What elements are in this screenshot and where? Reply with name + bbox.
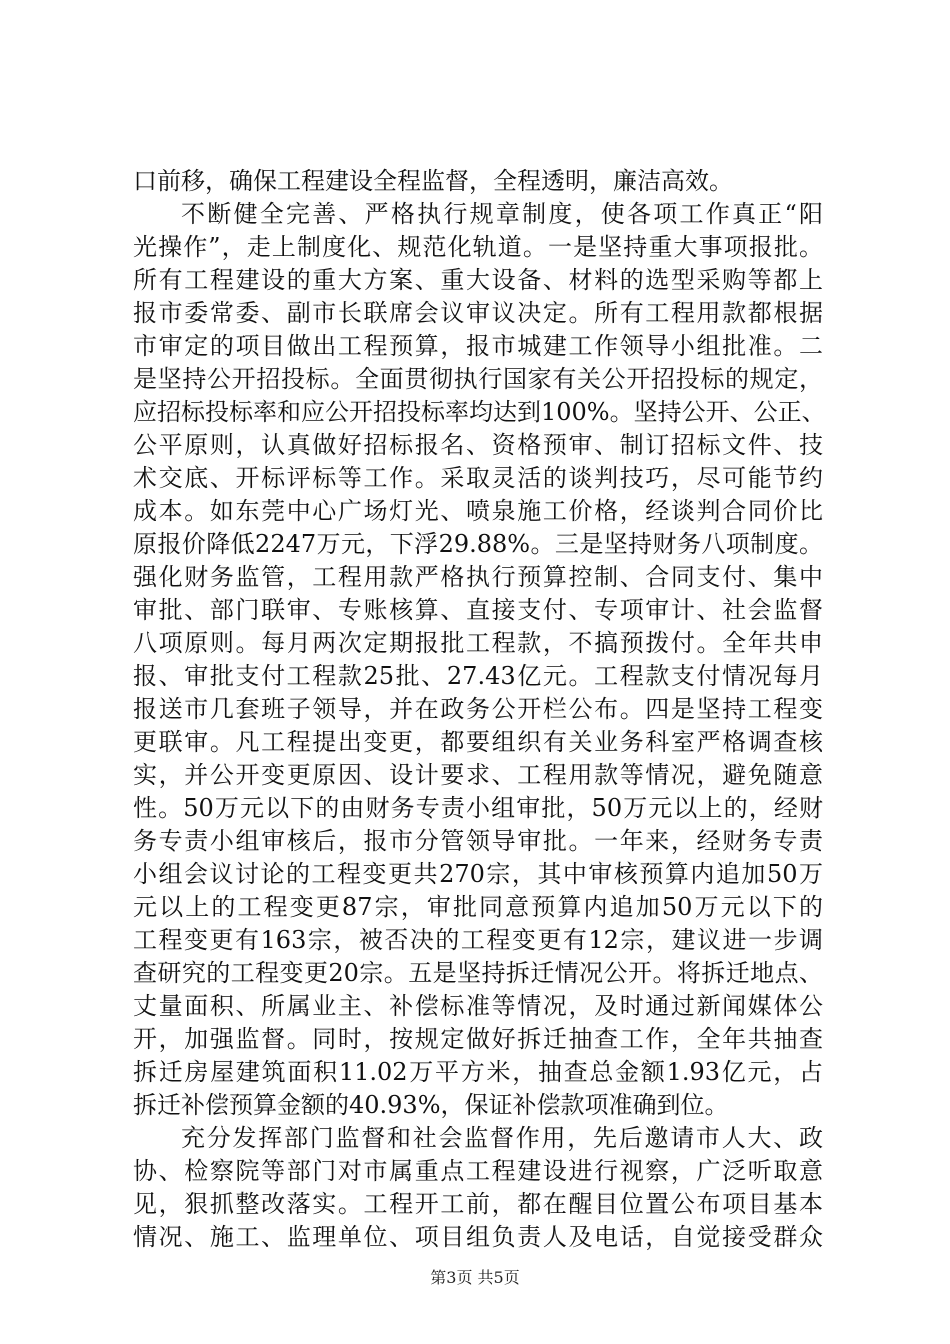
text-line: 术交底、开标评标等工作。采取灵活的谈判技巧，尽可能节约	[133, 464, 823, 492]
text-line: 原报价降低2247万元，下浮29.88%。三是坚持财务八项制度。	[133, 530, 823, 558]
text-line: 协、检察院等部门对市属重点工程建设进行视察，广泛听取意	[133, 1157, 823, 1185]
text-line: 不断健全完善、严格执行规章制度，使各项工作真正“阳	[181, 200, 823, 228]
text-line: 实，并公开变更原因、设计要求、工程用款等情况，避免随意	[133, 761, 823, 789]
text-line: 更联审。凡工程提出变更，都要组织有关业务科室严格调查核	[133, 728, 823, 756]
text-line: 强化财务监管，工程用款严格执行预算控制、合同支付、集中	[133, 563, 823, 591]
text-line: 光操作”，走上制度化、规范化轨道。一是坚持重大事项报批。	[133, 233, 823, 261]
text-line: 是坚持公开招投标。全面贯彻执行国家有关公开招投标的规定，	[133, 365, 823, 393]
text-line: 成本。如东莞中心广场灯光、喷泉施工价格，经谈判合同价比	[133, 497, 823, 525]
text-line: 务专责小组审核后，报市分管领导审批。一年来，经财务专责	[133, 827, 823, 855]
text-line: 工程变更有163宗，被否决的工程变更有12宗，建议进一步调	[133, 926, 823, 954]
text-line: 情况、施工、监理单位、项目组负责人及电话，自觉接受群众	[133, 1223, 823, 1251]
text-line: 应招标投标率和应公开招投标率均达到100%。坚持公开、公正、	[133, 398, 826, 426]
text-line: 报市委常委、副市长联席会议审议决定。所有工程用款都根据	[133, 299, 823, 327]
text-line: 口前移，确保工程建设全程监督，全程透明，廉洁高效。	[133, 167, 733, 195]
text-line: 八项原则。每月两次定期报批工程款，不搞预拨付。全年共申	[133, 629, 823, 657]
document-body	[133, 165, 826, 1254]
text-line: 市审定的项目做出工程预算，报市城建工作领导小组批准。二	[133, 332, 823, 360]
text-line: 小组会议讨论的工程变更共270宗，其中审核预算内追加50万	[133, 860, 823, 888]
text-line: 充分发挥部门监督和社会监督作用，先后邀请市人大、政	[181, 1124, 823, 1152]
text-line: 公平原则，认真做好招标报名、资格预审、制订招标文件、技	[133, 431, 823, 459]
text-line: 元以上的工程变更87宗，审批同意预算内追加50万元以下的	[133, 893, 823, 921]
text-line: 报、审批支付工程款25批、27.43亿元。工程款支付情况每月	[133, 662, 823, 690]
page-number-label: 第3页 共5页	[430, 1268, 520, 1287]
text-line: 报送市几套班子领导，并在政务公开栏公布。四是坚持工程变	[133, 695, 823, 723]
text-line: 丈量面积、所属业主、补偿标准等情况，及时通过新闻媒体公	[133, 992, 823, 1020]
text-line: 见，狠抓整改落实。工程开工前，都在醒目位置公布项目基本	[133, 1190, 823, 1218]
text-line: 审批、部门联审、专账核算、直接支付、专项审计、社会监督	[133, 596, 823, 624]
text-line: 开，加强监督。同时，按规定做好拆迁抽查工作，全年共抽查	[133, 1025, 823, 1053]
text-line: 所有工程建设的重大方案、重大设备、材料的选型采购等都上	[133, 266, 823, 294]
page-footer	[0, 1268, 950, 1288]
text-line: 拆迁补偿预算金额的40.93%，保证补偿款项准确到位。	[133, 1091, 729, 1119]
text-line: 性。50万元以下的由财务专责小组审批，50万元以上的，经财	[133, 794, 823, 822]
text-line: 拆迁房屋建筑面积11.02万平方米，抽查总金额1.93亿元，占	[133, 1058, 823, 1086]
text-line: 查研究的工程变更20宗。五是坚持拆迁情况公开。将拆迁地点、	[133, 959, 823, 987]
